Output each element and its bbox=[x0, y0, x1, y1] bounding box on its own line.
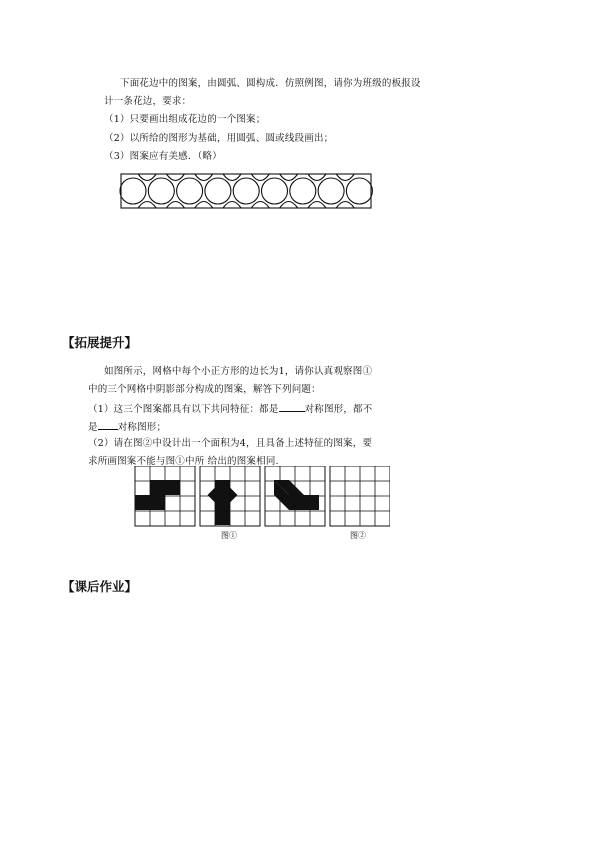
lace-circle bbox=[148, 178, 174, 204]
lace-circle bbox=[177, 178, 203, 204]
question-1-line-2 bbox=[88, 420, 166, 434]
lace-arc-top bbox=[308, 174, 326, 181]
grid-figure-1 bbox=[135, 480, 180, 510]
lace-circle bbox=[290, 178, 316, 204]
question-2-line-1: （2）请在图②中设计出一个面积为4，且具备上述特征的图案，要 bbox=[88, 438, 373, 449]
requirement-1: （1）只要画出组成花边的一个图案； bbox=[104, 114, 266, 125]
lace-arc-bottom bbox=[308, 202, 326, 209]
instruction-line-1: 下面花边中的图案，由圆弧、圆构成．仿照例图，请你为班级的板报设 bbox=[120, 78, 421, 89]
instruction-line-2: 计一条花边，要求： bbox=[104, 96, 192, 107]
answer-blank-2[interactable] bbox=[98, 420, 118, 430]
lace-arc-top bbox=[336, 174, 354, 181]
lace-arc-bottom bbox=[251, 202, 269, 209]
question-2-line-2: 求所画图案不能与图①中所 给出的图案相同. bbox=[88, 456, 279, 467]
lace-arc-top bbox=[166, 174, 184, 181]
figure-caption-1: 图① bbox=[221, 531, 237, 540]
lace-arc-top bbox=[195, 174, 213, 181]
figure-caption-2: 图② bbox=[350, 531, 366, 540]
question-1-text-c: 是 bbox=[88, 422, 98, 433]
answer-blank-1[interactable] bbox=[279, 402, 305, 412]
section-heading-homework: 【课后作业】 bbox=[62, 579, 138, 594]
lace-arc-bottom bbox=[138, 202, 156, 209]
grid-figure-2 bbox=[208, 480, 238, 525]
section-heading-extension: 【拓展提升】 bbox=[62, 335, 138, 350]
grid-figures bbox=[130, 466, 390, 528]
lace-circle bbox=[233, 178, 259, 204]
grid-figure-3 bbox=[274, 480, 319, 510]
question-1-text-d: 对称图形； bbox=[117, 422, 167, 433]
lace-arc-bottom bbox=[166, 202, 184, 209]
problem-intro-1: 如图所示，网格中每个小正方形的边长为1，请你认真观察图① bbox=[104, 366, 373, 377]
lace-circle bbox=[346, 178, 372, 204]
requirement-3: （3）图案应有美感．（略） bbox=[104, 151, 222, 162]
question-1-text-a: （1）这三个图案都具有以下共同特征：都是 bbox=[88, 404, 279, 415]
lace-circle bbox=[120, 178, 146, 204]
lace-arc-bottom bbox=[280, 202, 298, 209]
question-1-text-b: 对称图形，都不 bbox=[304, 404, 373, 415]
lace-circle bbox=[318, 178, 344, 204]
lace-arc-bottom bbox=[195, 202, 213, 209]
lace-circle bbox=[205, 178, 231, 204]
lace-arc-bottom bbox=[336, 202, 354, 209]
lace-arc-bottom bbox=[223, 202, 241, 209]
lace-arc-top bbox=[223, 174, 241, 181]
requirement-2: （2）以所给的图形为基础，用圆弧、圆或线段画出； bbox=[104, 133, 334, 144]
problem-intro-2: 中的三个网格中阴影部分构成的图案，解答下列问题： bbox=[88, 384, 321, 395]
lace-border-figure bbox=[118, 169, 374, 213]
lace-arc-top bbox=[280, 174, 298, 181]
question-1-line-1 bbox=[88, 402, 372, 416]
lace-arc-top bbox=[138, 174, 156, 181]
lace-circle bbox=[262, 178, 288, 204]
lace-arc-top bbox=[251, 174, 269, 181]
